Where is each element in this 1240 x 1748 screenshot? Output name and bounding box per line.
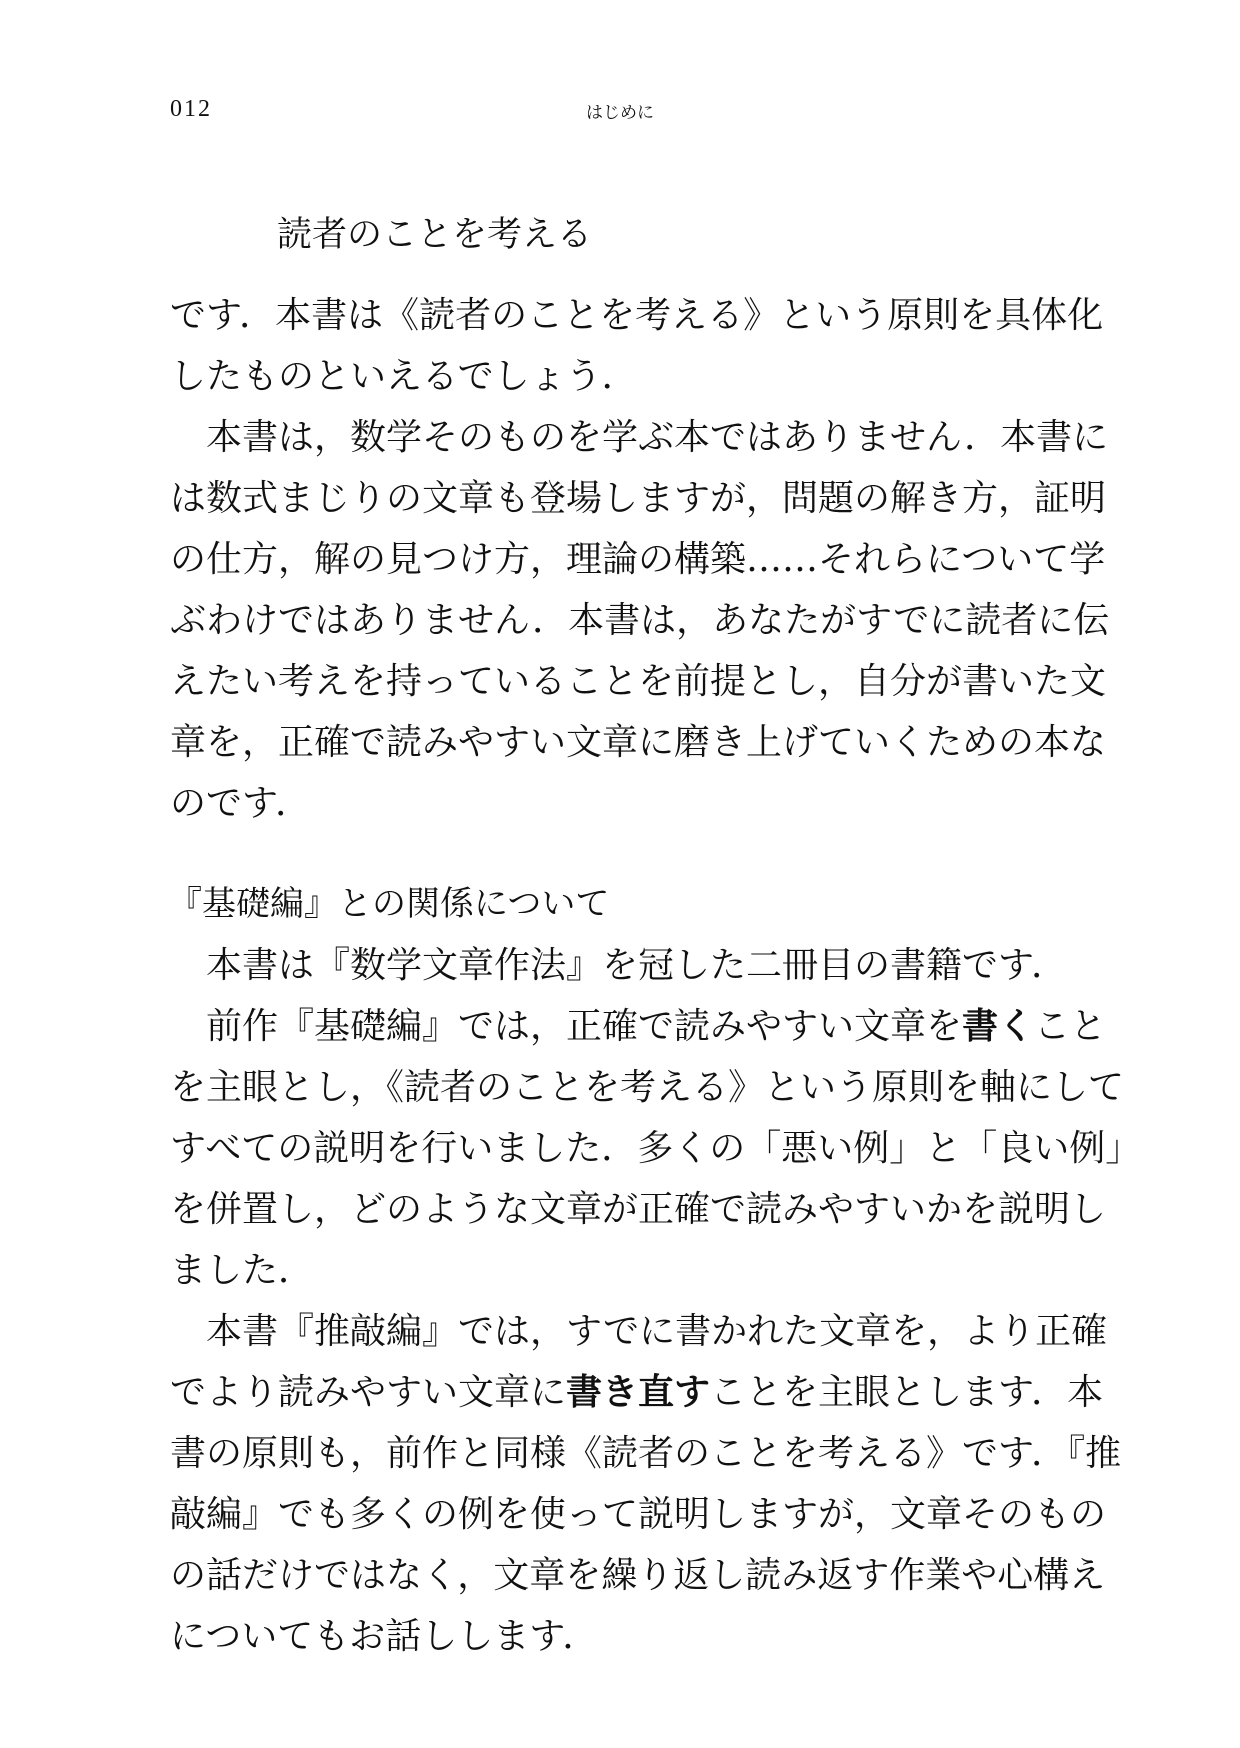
text-line: えたい考えを持っていることを前提とし，自分が書いた文 bbox=[170, 661, 1107, 702]
text-line bbox=[170, 996, 1107, 1057]
page-body bbox=[168, 205, 1142, 1667]
text-line: を併置し，どのような文章が正確で読みやすいかを説明し bbox=[170, 1189, 1107, 1230]
text-line: についてもお話しします． bbox=[170, 1616, 599, 1657]
text-line: 本書『推敲編』では，すでに書かれた文章を，より正確 bbox=[206, 1311, 1108, 1352]
text-line bbox=[170, 1362, 1104, 1423]
paragraph bbox=[170, 1301, 1122, 1667]
text-line: を主眼とし，《読者のことを考える》という原則を軸にして bbox=[170, 1067, 1125, 1108]
emphasis-text: 書く bbox=[962, 1006, 1035, 1047]
text-run: 前作『基礎編』では，正確で読みやすい文章を bbox=[206, 1006, 963, 1047]
text-line: の仕方，解の見つけ方，理論の構築……それらについて学 bbox=[170, 539, 1106, 580]
page-number: 012 bbox=[170, 96, 212, 122]
text-line: の話だけではなく，文章を繰り返し読み返す作業や心構え bbox=[170, 1555, 1106, 1596]
text-line: したものといえるでしょう． bbox=[170, 356, 638, 397]
text-line: ました． bbox=[170, 1250, 315, 1291]
text-line: ぶわけではありません．本書は，あなたがすでに読者に伝 bbox=[170, 600, 1110, 641]
running-head: はじめに bbox=[586, 103, 654, 123]
text-line: 章を，正確で読みやすい文章に磨き上げていくための本な bbox=[170, 722, 1107, 763]
emphasis-text: 書き直す bbox=[566, 1372, 711, 1413]
text-line: のです． bbox=[170, 783, 312, 824]
paragraph bbox=[170, 407, 1110, 834]
text-run: こと bbox=[1034, 1006, 1107, 1047]
section-heading: 『基礎編』との関係について bbox=[168, 884, 610, 924]
text-line: です．本書は《読者のことを考える》という原則を具体化 bbox=[170, 295, 1104, 336]
paragraph bbox=[170, 996, 1142, 1301]
principle-display: 読者のことを考える bbox=[277, 215, 593, 255]
text-line: 書の原則も，前作と同様《読者のことを考える》です．『推 bbox=[170, 1433, 1122, 1474]
text-line: は数式まじりの文章も登場しますが，問題の解き方，証明 bbox=[170, 478, 1107, 519]
text-run: ことを主眼とします．本 bbox=[710, 1372, 1104, 1413]
paragraph bbox=[170, 935, 1090, 996]
text-line: 敲編』でも多くの例を使って説明しますが，文章そのもの bbox=[170, 1494, 1107, 1535]
paragraph bbox=[170, 285, 1104, 407]
text-line: すべての説明を行いました．多くの「悪い例」と「良い例」 bbox=[170, 1128, 1142, 1169]
text-run: でより読みやすい文章に bbox=[170, 1372, 567, 1413]
text-line: 本書は『数学文章作法』を冠した二冊目の書籍です． bbox=[206, 945, 1068, 986]
text-line: 本書は，数学そのものを学ぶ本ではありません．本書に bbox=[206, 417, 1109, 458]
